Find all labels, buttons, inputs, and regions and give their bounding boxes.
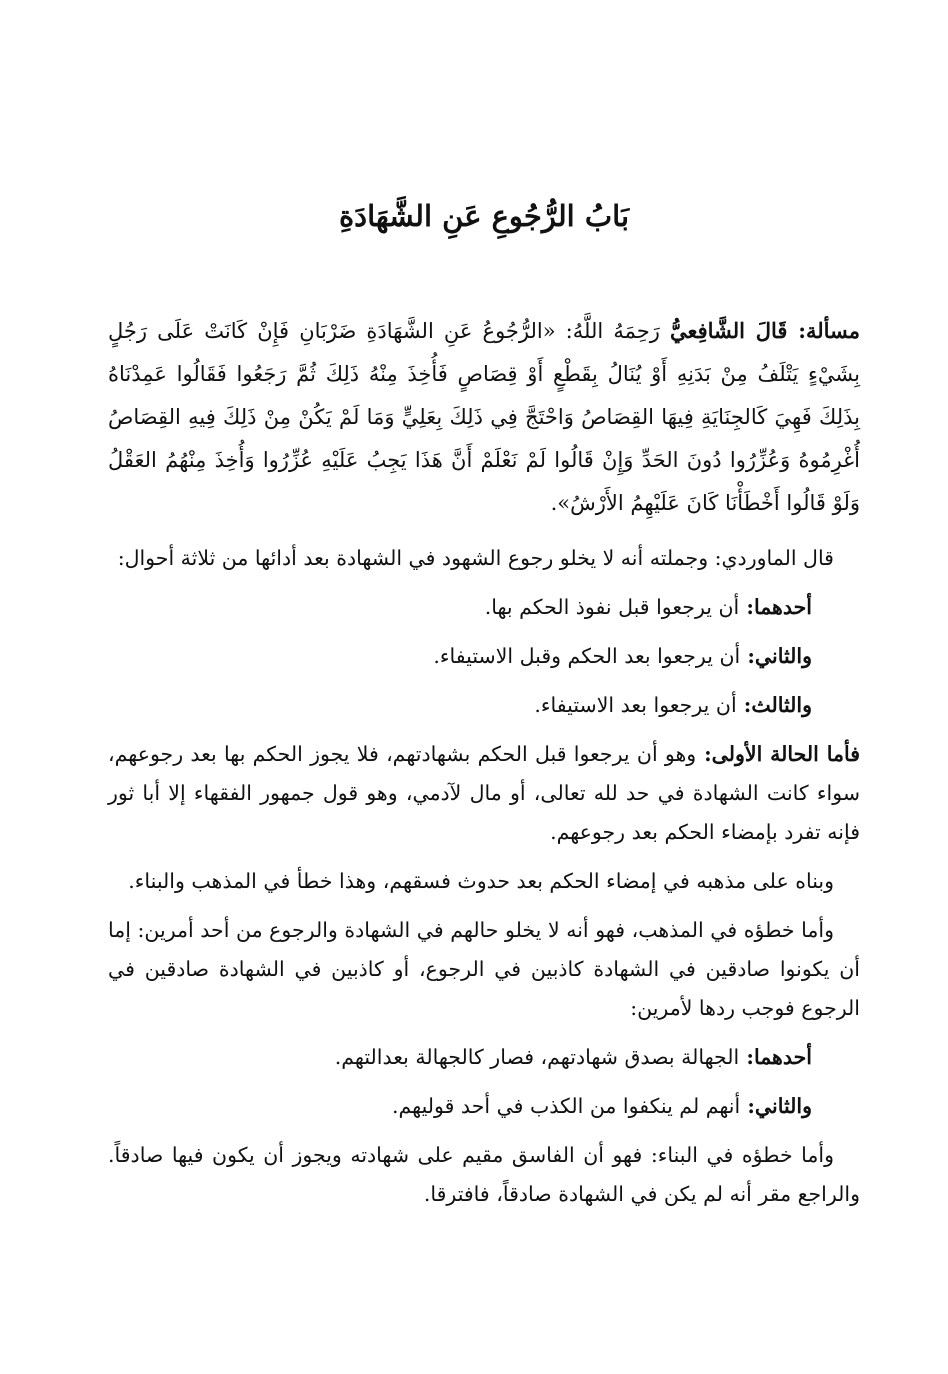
first-state-text: وهو أن يرجعوا قبل الحكم بشهادتهم، فلا يجوز الحكم بها بعد رجوعهم، سواء كانت الشهادة في حد لله تعالى، أو مال لآدمي، وهو قول جمهور الفقهاء إلا أبا ثور فإنه تفرد بإمضاء الحكم بعد رجوعهم. bbox=[108, 741, 860, 844]
state-lead: أحدهما: bbox=[739, 594, 812, 619]
state-lead: والثالث: bbox=[736, 692, 812, 717]
state-text: أن يرجعوا قبل نفوذ الحكم بها. bbox=[484, 594, 740, 619]
masala-speaker: قَالَ الشَّافِعيُّ bbox=[669, 317, 788, 343]
page bbox=[108, 196, 860, 1224]
khata-bina-paragraph: وأما خطؤه في البناء: فهو أن الفاسق مقيم على شهادته ويجوز أن يكون فيها صادقاً. والراجع مقر أنه لم يكن في الشهادة صادقاً، فافترقا. bbox=[108, 1142, 860, 1206]
masala-label: مسألة: bbox=[787, 317, 860, 343]
first-state-paragraph bbox=[108, 735, 860, 852]
reason-item-first bbox=[108, 1038, 860, 1077]
masala-paragraph bbox=[108, 309, 860, 525]
mazhab-paragraph: وبناه على مذهبه في إمضاء الحكم بعد حدوث فسقهم، وهذا خطأ في المذهب والبناء. bbox=[128, 868, 834, 893]
reason-item-second bbox=[108, 1087, 860, 1126]
state-text: أن يرجعوا بعد الحكم وقبل الاستيفاء. bbox=[433, 643, 741, 668]
state-item-second bbox=[108, 637, 860, 676]
reason-text: أنهم لم ينكفوا من الكذب في أحد قوليهم. bbox=[391, 1093, 741, 1118]
state-text: أن يرجعوا بعد الاستيفاء. bbox=[534, 692, 737, 717]
reason-text: الجهالة بصدق شهادتهم، فصار كالجهالة بعدالتهم. bbox=[334, 1044, 740, 1069]
mawardi-paragraph: قال الماوردي: وجملته أنه لا يخلو رجوع الشهود في الشهادة بعد أدائها من ثلاثة أحوال: bbox=[117, 545, 834, 570]
state-item-third bbox=[108, 686, 860, 725]
state-item-first bbox=[108, 588, 860, 627]
chapter-title: بَابُ الرُّجُوعِ عَنِ الشَّهَادَةِ bbox=[338, 199, 630, 233]
khata-mazhab-paragraph: وأما خطؤه في المذهب، فهو أنه لا يخلو حالهم في الشهادة والرجوع من أحد أمرين: إما أن يكونوا صادقين في الشهادة كاذبين في الرجوع، أو كاذبين في الشهادة صادقين في الرجوع فوجب ردها لأمرين: bbox=[108, 917, 860, 1020]
masala-text: رَحِمَهُ اللَّهُ: «الرُّجُوعُ عَنِ الشَّهَادَةِ ضَرْبَانِ فَإِنْ كَانَتْ عَلَى رَجُلٍ بِشَيْءٍ يَتْلَفُ مِنْ بَدَنِهِ أَوْ يُنَالُ بِقَطْعٍ أَوْ قِصَاصٍ فَأُخِذَ مِنْهُ ذَلِكَ ثُمَّ رَجَعُوا فَقَالُوا عَمِدْنَاهُ بِذَلِكَ فَهِيَ كَالجِنَايَةِ فِيهَا القِصَاصُ وَاحْتَجَّ فِي ذَلِكَ بِعَلِيٍّ وَمَا لَمْ يَكُنْ مِنْ ذَلِكَ فِيهِ القِصَاصُ أُغْرِمُوهُ وَعُزِّرُوا دُونَ الحَدِّ وَإِنْ قَالُوا لَمْ نَعْلَمْ أَنَّ هَذَا يَجِبُ عَلَيْهِ عُزِّرُوا وَأُخِذَ مِنْهُمُ العَقْلُ وَلَوْ قَالُوا أَخْطَأْنَا كَانَ عَلَيْهِمُ الأَرْشُ». bbox=[108, 318, 860, 515]
state-lead: والثاني: bbox=[740, 643, 812, 668]
reason-lead: والثاني: bbox=[740, 1093, 812, 1118]
reason-lead: أحدهما: bbox=[739, 1044, 812, 1069]
first-state-lead: فأما الحالة الأولى: bbox=[696, 741, 861, 766]
